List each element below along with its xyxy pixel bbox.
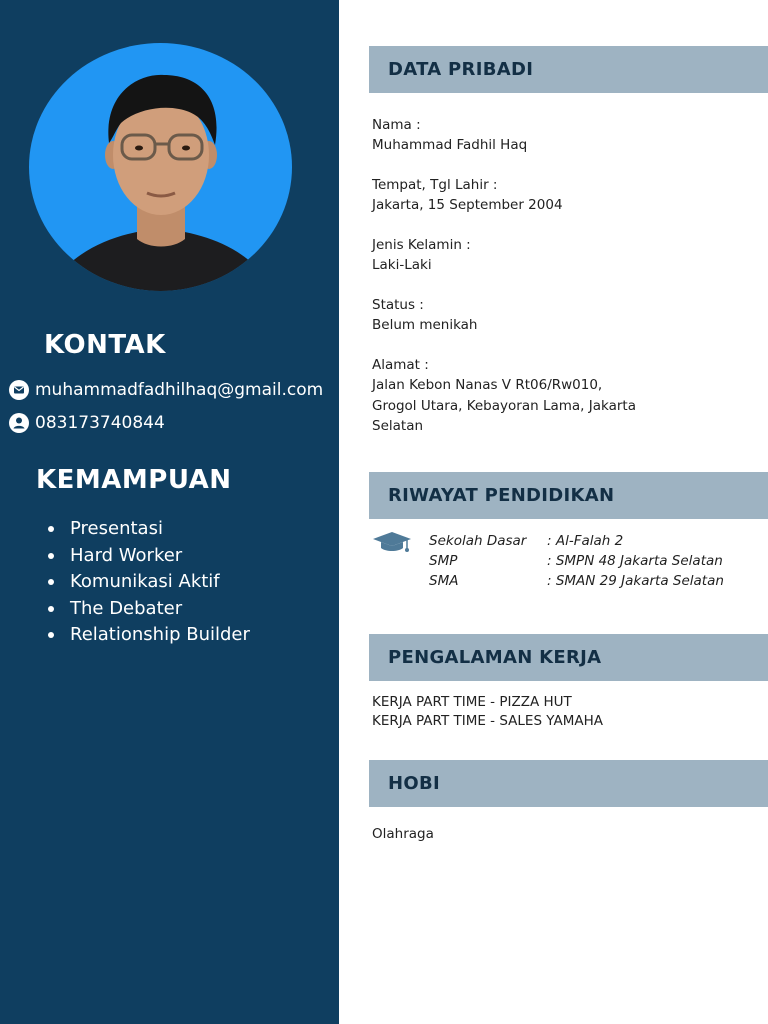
skills-heading: KEMAMPUAN xyxy=(36,465,232,495)
status-value: Belum menikah xyxy=(372,317,478,333)
profile-photo xyxy=(29,43,292,291)
address-label: Alamat : xyxy=(372,357,429,373)
education-school: : Al-Falah 2 xyxy=(547,533,624,549)
education-level: SMP xyxy=(429,553,458,569)
name-label: Nama : xyxy=(372,117,421,133)
envelope-icon xyxy=(9,380,29,400)
main-content xyxy=(339,0,768,1024)
education-school: : SMPN 48 Jakarta Selatan xyxy=(547,553,723,569)
sidebar xyxy=(0,0,339,1024)
email-text: muhammadfadhilhaq@gmail.com xyxy=(35,380,324,400)
address-line: Grogol Utara, Kebayoran Lama, Jakarta xyxy=(372,398,636,414)
phone-text: 083173740844 xyxy=(35,413,165,433)
hobby-item: Olahraga xyxy=(372,826,434,842)
experience-item: KERJA PART TIME - PIZZA HUT xyxy=(372,694,572,710)
list-item: The Debater xyxy=(48,596,250,623)
section-header-education: RIWAYAT PENDIDIKAN xyxy=(369,472,768,519)
education-level: SMA xyxy=(429,573,459,589)
contact-phone[interactable] xyxy=(9,413,165,433)
address-line: Selatan xyxy=(372,418,424,434)
gender-value: Laki-Laki xyxy=(372,257,432,273)
birth-label: Tempat, Tgl Lahir : xyxy=(372,177,498,193)
education-school: : SMAN 29 Jakarta Selatan xyxy=(547,573,724,589)
graduation-cap-icon xyxy=(372,530,412,559)
list-item: Komunikasi Aktif xyxy=(48,569,250,596)
skills-list xyxy=(48,516,250,649)
contact-email[interactable] xyxy=(9,380,323,400)
status-label: Status : xyxy=(372,297,424,313)
user-circle-icon xyxy=(9,413,29,433)
contact-heading: KONTAK xyxy=(44,330,166,360)
experience-item: KERJA PART TIME - SALES YAMAHA xyxy=(372,713,604,729)
list-item: Presentasi xyxy=(48,516,250,543)
list-item: Hard Worker xyxy=(48,543,250,570)
address-line: Jalan Kebon Nanas V Rt06/Rw010, xyxy=(372,377,603,393)
name-value: Muhammad Fadhil Haq xyxy=(372,137,528,153)
section-header-hobby: HOBI xyxy=(369,760,768,807)
gender-label: Jenis Kelamin : xyxy=(372,237,471,253)
birth-value: Jakarta, 15 September 2004 xyxy=(372,197,563,213)
section-header-personal: DATA PRIBADI xyxy=(369,46,768,93)
list-item: Relationship Builder xyxy=(48,622,250,649)
education-level: Sekolah Dasar xyxy=(429,533,527,549)
section-header-experience: PENGALAMAN KERJA xyxy=(369,634,768,681)
